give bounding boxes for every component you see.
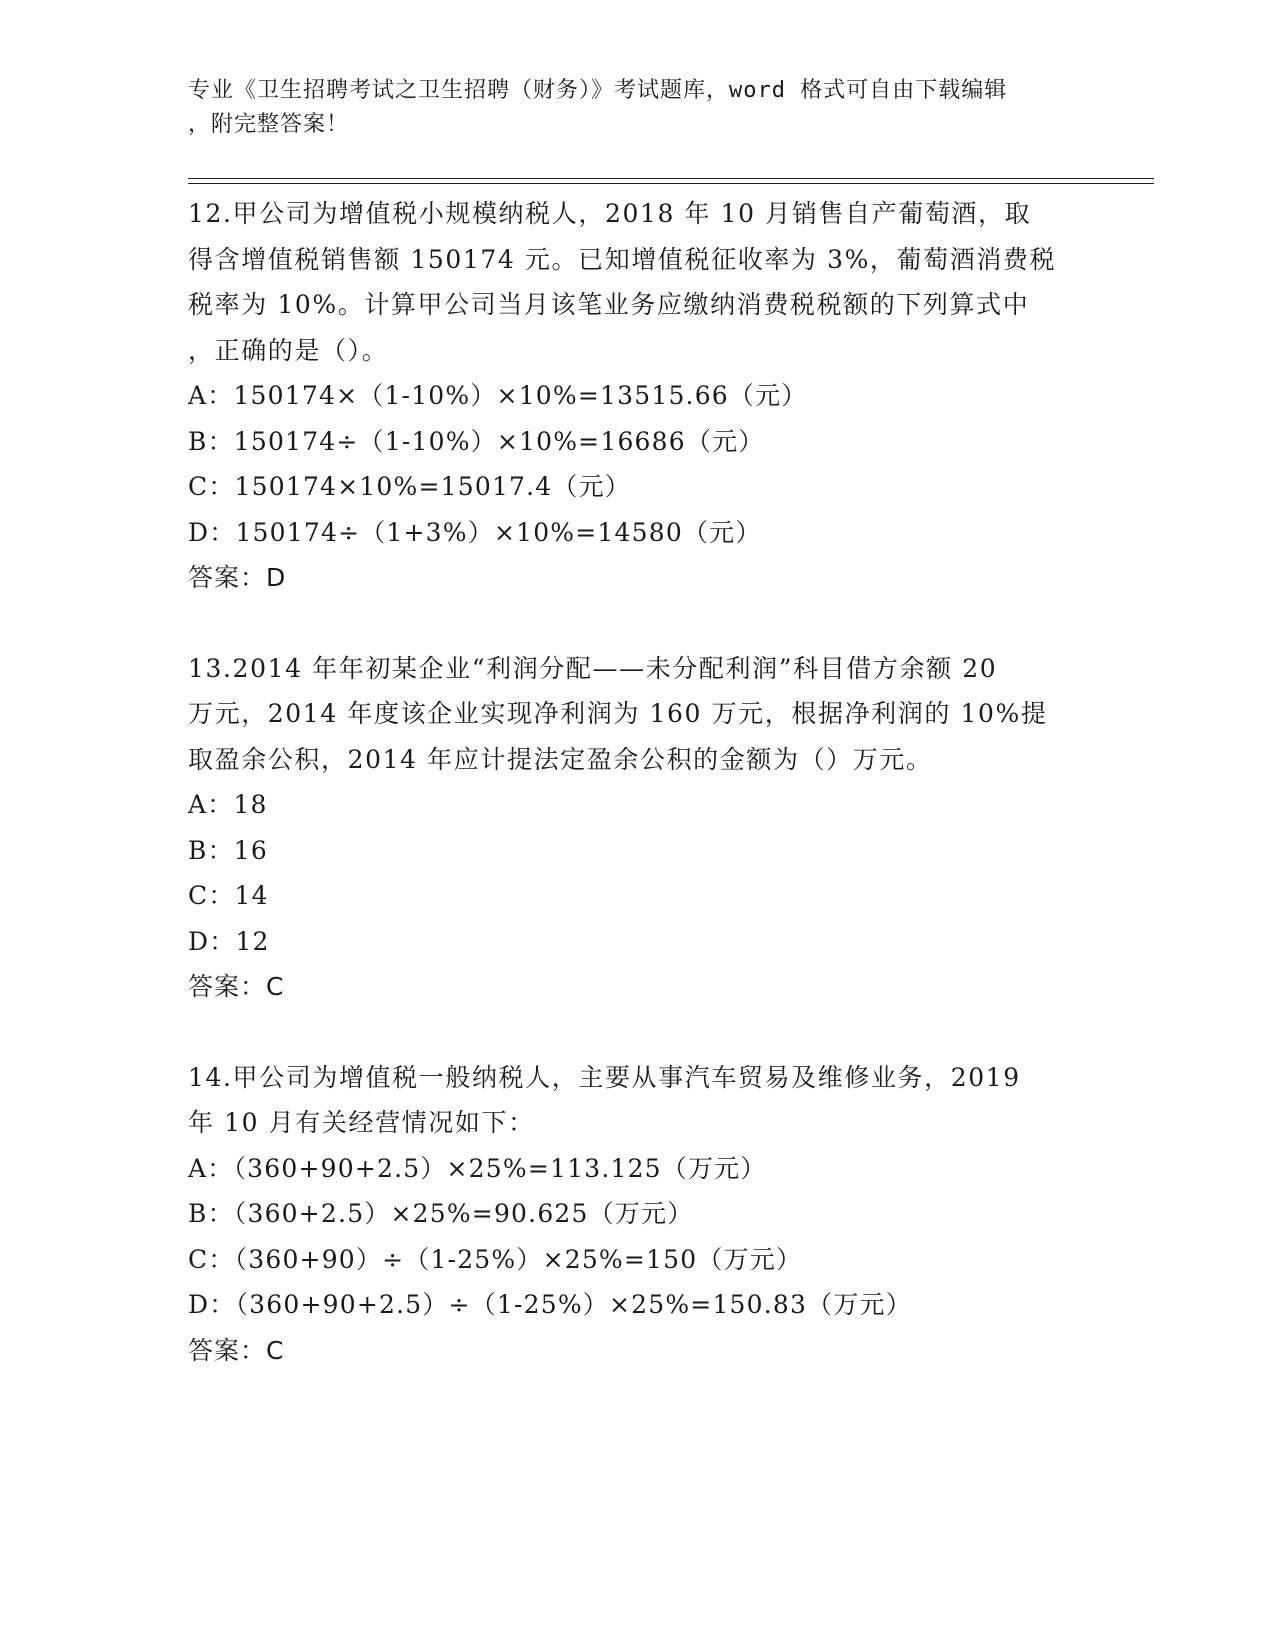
option-d: D：（360+90+2.5）÷（1-25%）×25%=150.83（万元） bbox=[188, 1290, 912, 1319]
option-c: C：14 bbox=[188, 881, 269, 910]
option-c: C：（360+90）÷（1-25%）×25%=150（万元） bbox=[188, 1244, 803, 1274]
answer-label: 答案：D bbox=[188, 563, 287, 592]
option-b: B：16 bbox=[188, 835, 268, 865]
option-d: D：150174÷（1+3%）×10%=14580（元） bbox=[188, 517, 762, 547]
question-stem bbox=[188, 646, 1088, 783]
header-line: ，附完整答案！ bbox=[188, 112, 350, 137]
option-a: A：150174×（1-10%）×10%=13515.66（元） bbox=[188, 381, 808, 410]
option-a: A：18 bbox=[188, 790, 268, 819]
header-divider bbox=[188, 183, 1154, 184]
answer-label: 答案：C bbox=[188, 972, 285, 1001]
stem-line: 得含增值税销售额 150174 元。已知增值税征收率为 3%，葡萄酒消费税 bbox=[188, 244, 1057, 274]
option-d: D：12 bbox=[188, 926, 270, 956]
document-header bbox=[188, 74, 1068, 142]
question-13 bbox=[188, 646, 1088, 1010]
header-line: 专业《卫生招聘考试之卫生招聘（财务）》考试题库，word 格式可自由下载编辑 bbox=[188, 78, 1008, 103]
question-stem bbox=[188, 1055, 1088, 1146]
header-divider bbox=[188, 178, 1154, 179]
stem-line: 税率为 10%。计算甲公司当月该笔业务应缴纳消费税税额的下列算式中 bbox=[188, 290, 1030, 319]
option-b: B：150174÷（1-10%）×10%=16686（元） bbox=[188, 426, 765, 456]
stem-line: 取盈余公积，2014 年应计提法定盈余公积的金额为（）万元。 bbox=[188, 744, 933, 774]
stem-line: 万元，2014 年度该企业实现净利润为 160 万元，根据净利润的 10%提 bbox=[188, 699, 1048, 728]
question-14 bbox=[188, 1055, 1088, 1374]
stem-line: 14.甲公司为增值税一般纳税人，主要从事汽车贸易及维修业务，2019 bbox=[188, 1062, 1021, 1092]
question-list bbox=[188, 191, 1088, 1418]
stem-line: ，正确的是（）。 bbox=[188, 335, 389, 365]
option-b: B：（360+2.5）×25%=90.625（万元） bbox=[188, 1199, 694, 1228]
answer-label: 答案：C bbox=[188, 1335, 285, 1365]
stem-line: 年 10 月有关经营情况如下： bbox=[188, 1108, 535, 1137]
option-a: A：（360+90+2.5）×25%=113.125（万元） bbox=[188, 1153, 767, 1183]
question-stem bbox=[188, 191, 1088, 373]
stem-line: 12.甲公司为增值税小规模纳税人，2018 年 10 月销售自产葡萄酒，取 bbox=[188, 199, 1032, 228]
option-c: C：150174×10%=15017.4（元） bbox=[188, 472, 632, 501]
question-12 bbox=[188, 191, 1088, 601]
stem-line: 13.2014 年年初某企业“利润分配——未分配利润”科目借方余额 20 bbox=[188, 653, 998, 683]
